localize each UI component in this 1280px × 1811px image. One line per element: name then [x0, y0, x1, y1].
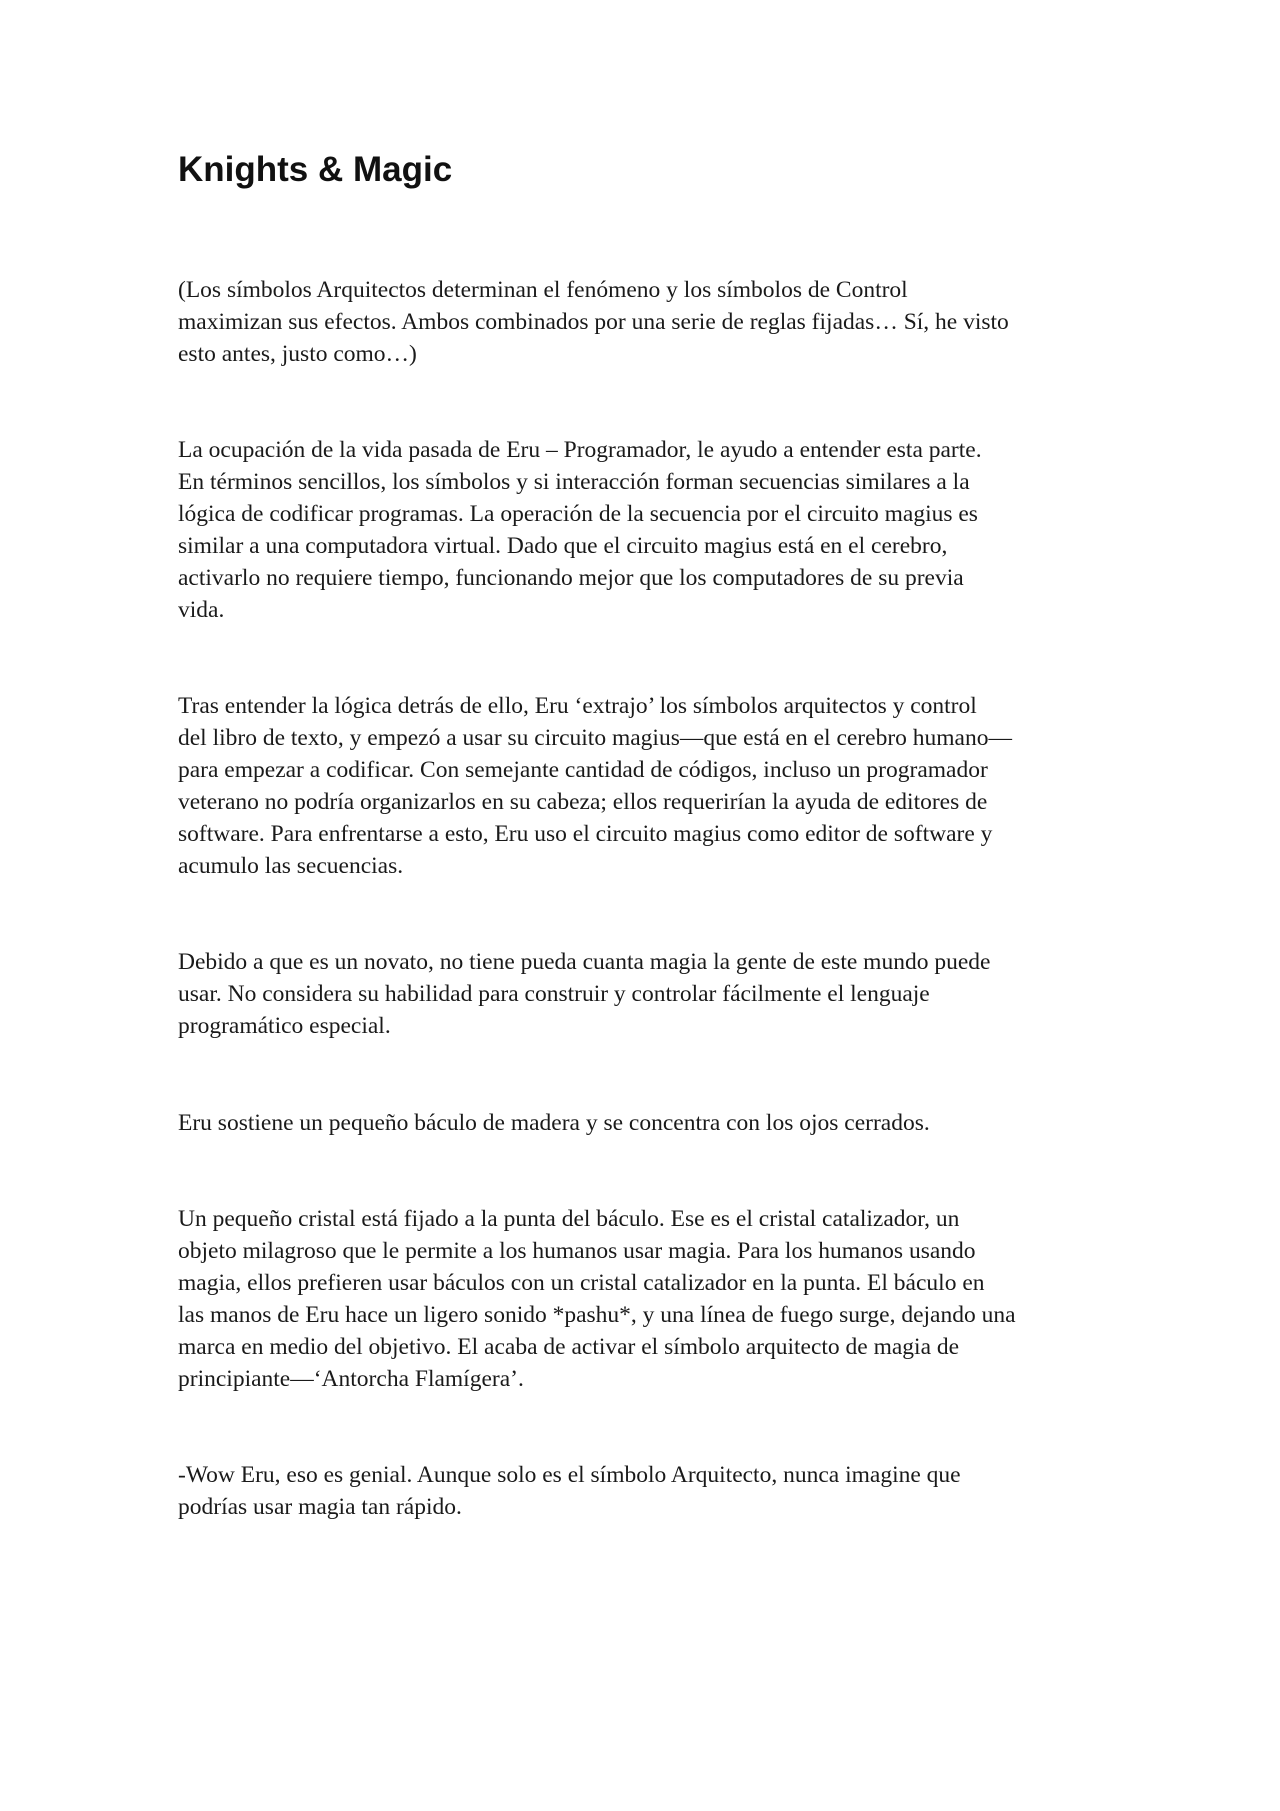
paragraph-3: Tras entender la lógica detrás de ello, Eru ‘extrajo’ los símbolos arquitectos y control del libro de texto, y empezó a usar su circuito magius—que está en el cerebro humano— para empezar a codificar. Con semejante cantidad de códigos, incluso un programador veterano no podría organizarlos en su cabeza; ellos requerirían la ayuda de editores de software. Para enfrentarse a esto, Eru uso el circuito magius como editor de software y acumulo las secuencias.	[178, 693, 1012, 879]
paragraph-4: Debido a que es un novato, no tiene pueda cuanta magia la gente de este mundo puede usar. No considera su habilidad para construir y controlar fácilmente el lenguaje programático especial.	[178, 949, 991, 1039]
paragraph-5: Eru sostiene un pequeño báculo de madera y se concentra con los ojos cerrados.	[178, 1110, 930, 1136]
paragraph-7: -Wow Eru, eso es genial. Aunque solo es el símbolo Arquitecto, nunca imagine que podrías usar magia tan rápido.	[178, 1462, 961, 1520]
paragraph-1: (Los símbolos Arquitectos determinan el fenómeno y los símbolos de Control maximizan sus efectos. Ambos combinados por una serie de reglas fijadas… Sí, he visto esto antes, justo como…)	[178, 277, 1009, 367]
document-title: Knights & Magic	[178, 150, 453, 189]
paragraph-6: Un pequeño cristal está fijado a la punta del báculo. Ese es el cristal catalizador, un objeto milagroso que le permite a los humanos usar magia. Para los humanos usando magia, ellos prefieren usar báculos con un cristal catalizador en la punta. El báculo en las manos de Eru hace un ligero sonido *pashu*, y una línea de fuego surge, dejando una marca en medio del objetivo. El acaba de activar el símbolo arquitecto de magia de principiante—‘Antorcha Flamígera’.	[178, 1206, 1016, 1392]
paragraph-2: La ocupación de la vida pasada de Eru – Programador, le ayudo a entender esta parte. En términos sencillos, los símbolos y si interacción forman secuencias similares a la lógica de codificar programas. La operación de la secuencia por el circuito magius es similar a una computadora virtual. Dado que el circuito magius está en el cerebro, activarlo no requiere tiempo, funcionando mejor que los computadores de su previa vida.	[178, 437, 982, 623]
